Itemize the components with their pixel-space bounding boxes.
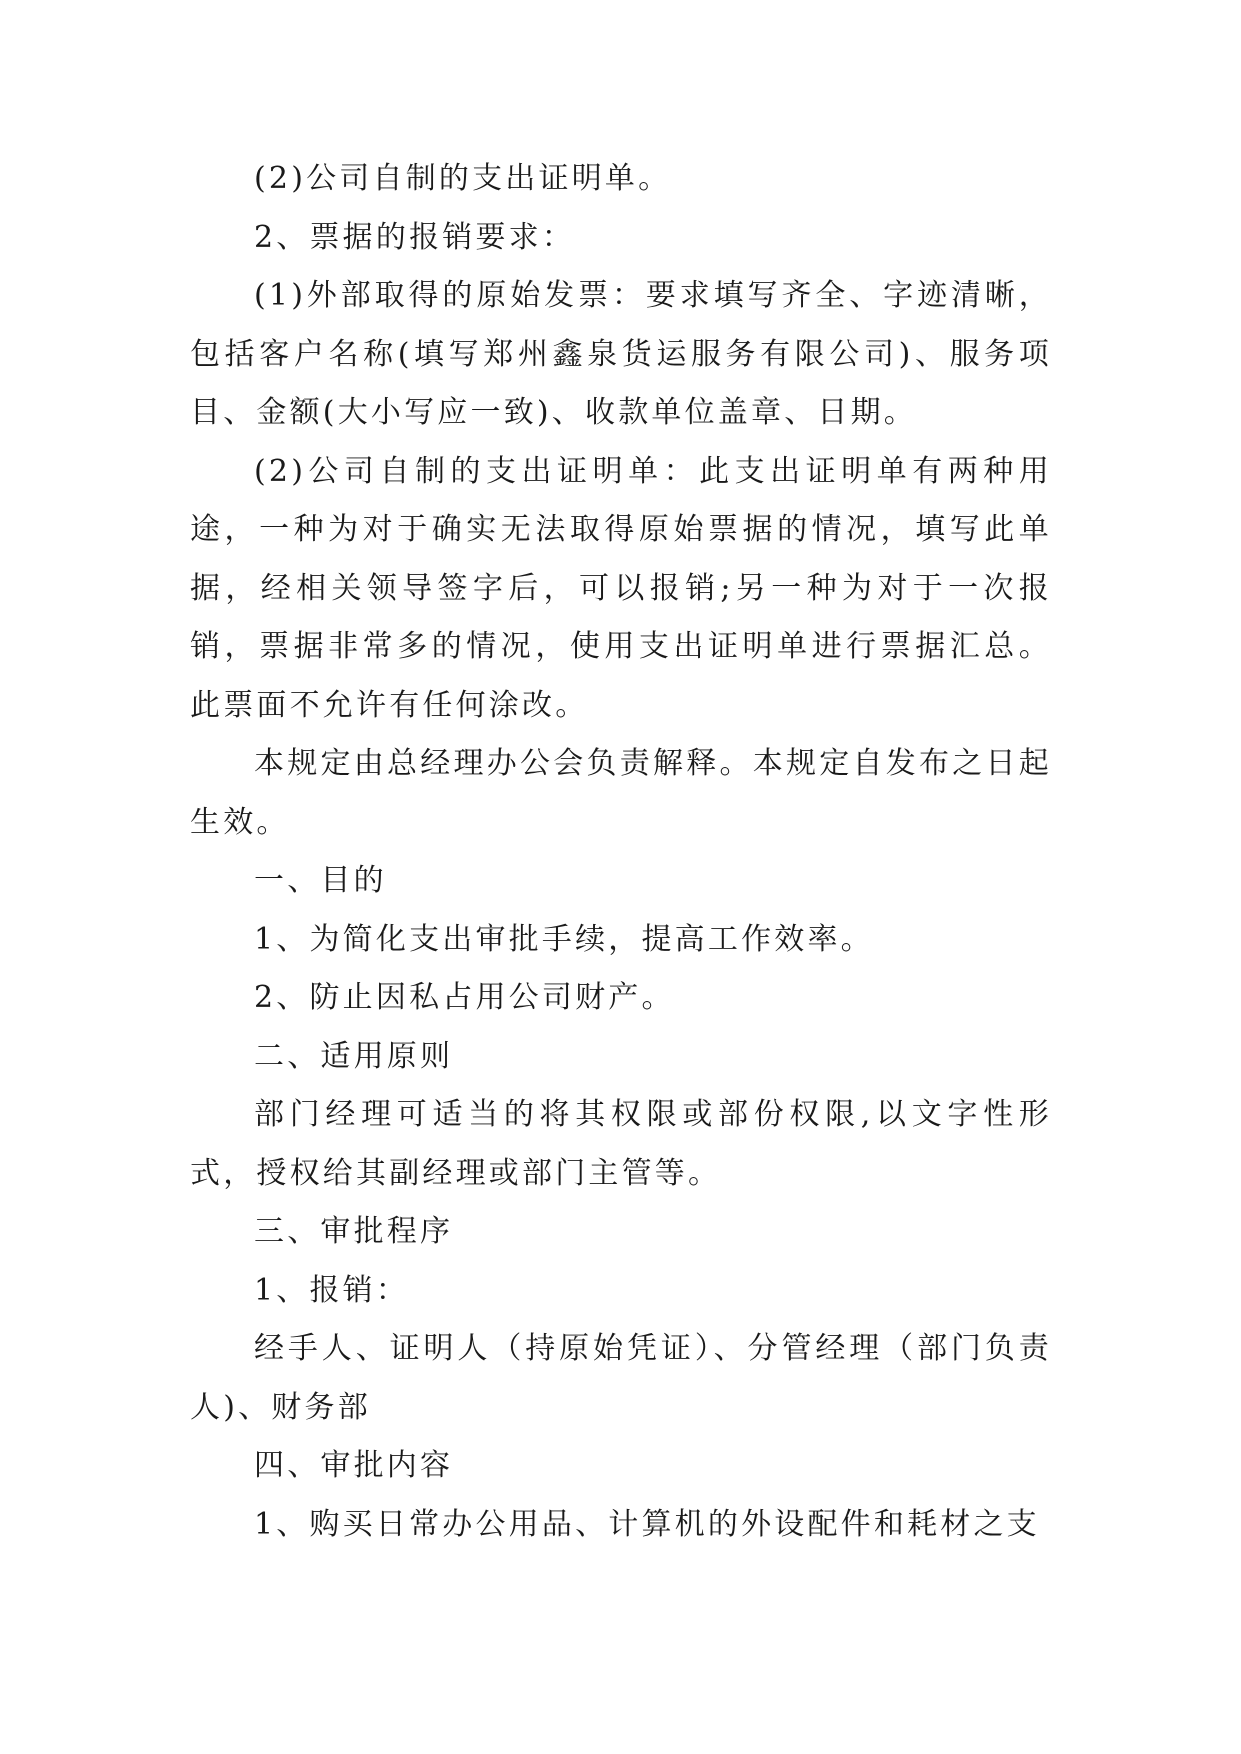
section-heading-approval-content: 四、审批内容 bbox=[254, 1448, 454, 1483]
paragraph-purchase-office-supplies: 1、购买日常办公用品、计算机的外设配件和耗材之支 bbox=[254, 1506, 1040, 1542]
paragraph-purpose-2: 2、防止因私占用公司财产。 bbox=[254, 980, 675, 1015]
paragraph-interpretation-effective: 本规定由总经理办公会负责解释。本规定自发布之日起生效。 bbox=[190, 746, 1052, 840]
paragraph-reimbursement-item: 1、报销： bbox=[254, 1272, 410, 1308]
paragraph-expense-voucher-usage: (2)公司自制的支出证明单：此支出证明单有两种用途，一种为对于确实无法取得原始票据的情况，填写此单据，经相关领导签字后，可以报销;另一种为对于一次报销，票据非常多的情况，使用支出证明单进行票据汇总。此票面不允许有任何涂改。 bbox=[190, 453, 1052, 723]
paragraph-reimbursement-requirements-heading: 2、票据的报销要求： bbox=[254, 219, 576, 255]
document-body bbox=[190, 150, 1052, 1554]
section-heading-principles: 二、适用原则 bbox=[254, 1038, 454, 1074]
paragraph-self-made-voucher: (2)公司自制的支出证明单。 bbox=[254, 161, 672, 196]
paragraph-approval-chain: 经手人、证明人（持原始凭证）、分管经理（部门负责人)、财务部 bbox=[190, 1331, 1052, 1425]
section-heading-approval-procedure: 三、审批程序 bbox=[254, 1214, 454, 1249]
paragraph-purpose-1: 1、为简化支出审批手续，提高工作效率。 bbox=[254, 921, 874, 957]
paragraph-authorization: 部门经理可适当的将其权限或部份权限,以文字性形式，授权给其副经理或部门主管等。 bbox=[190, 1097, 1052, 1191]
section-heading-purpose: 一、目的 bbox=[254, 863, 387, 898]
paragraph-external-invoice-requirements: (1)外部取得的原始发票：要求填写齐全、字迹清晰，包括客户名称(填写郑州鑫泉货运服务有限公司)、服务项目、金额(大小写应一致)、收款单位盖章、日期。 bbox=[190, 278, 1052, 430]
